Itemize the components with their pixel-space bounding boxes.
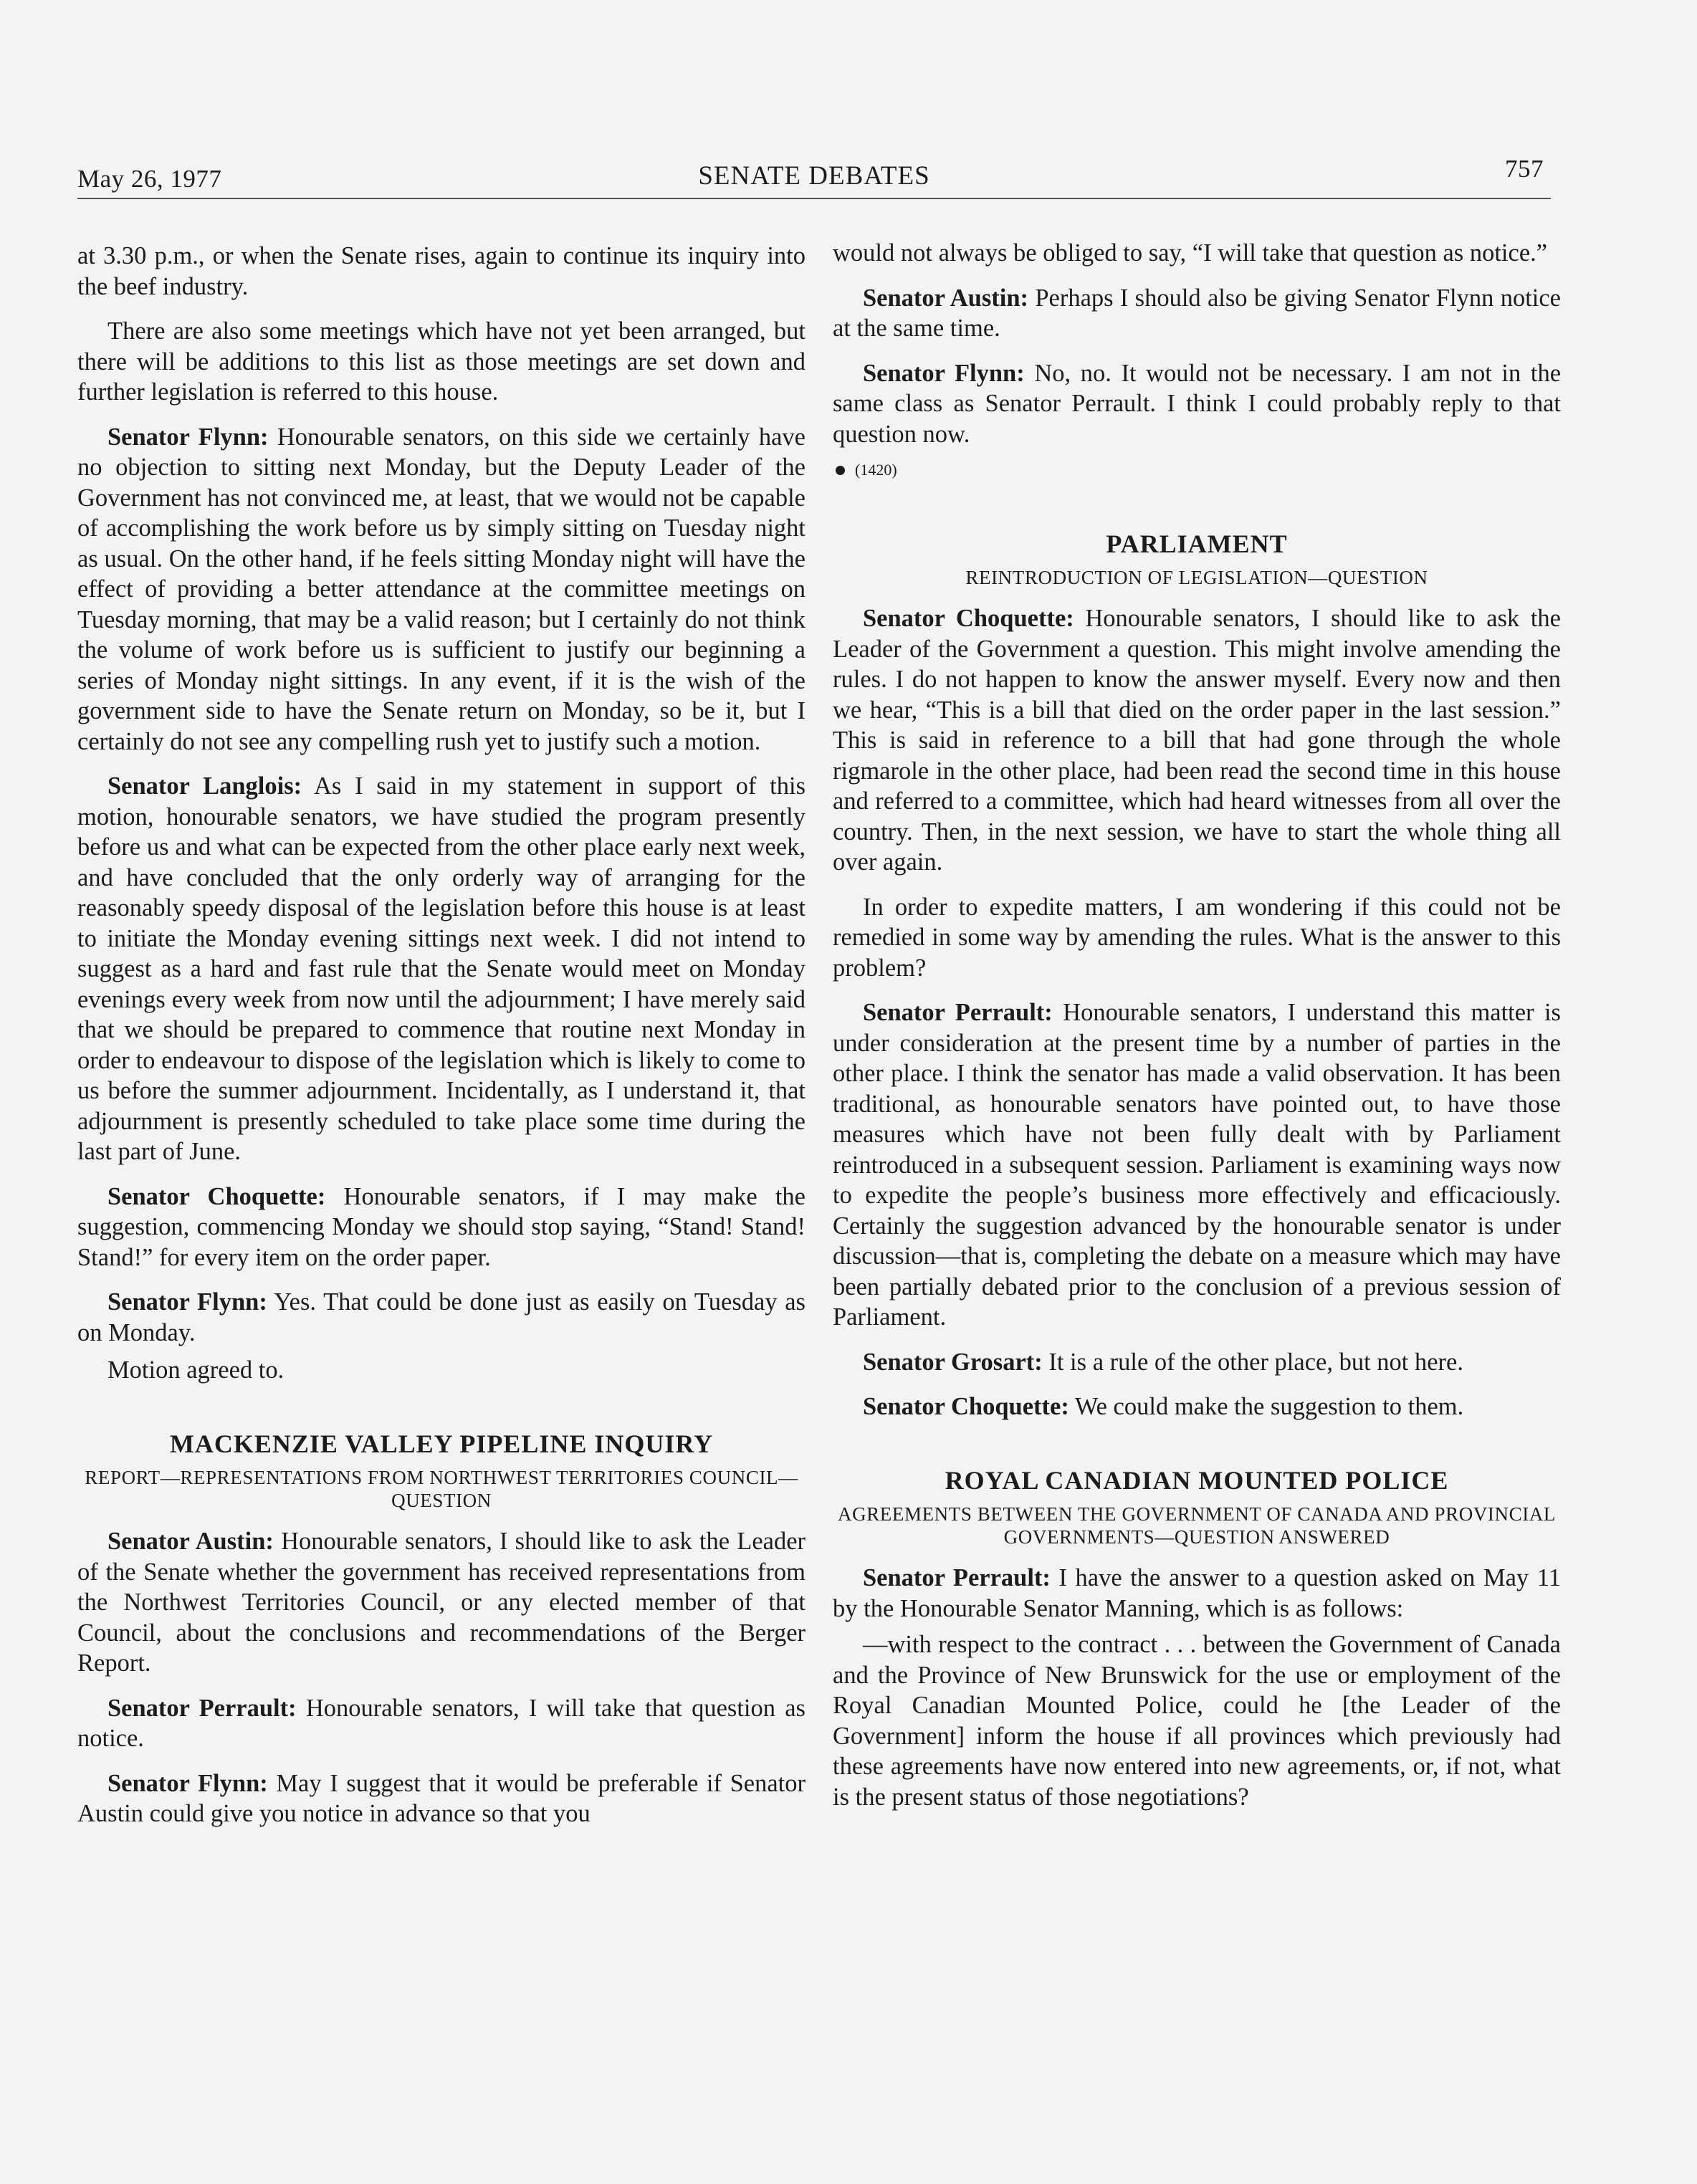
speaker-name: Senator Austin: [107, 1528, 274, 1555]
speech-text: Honourable senators, on this side we certainly have no objection to sitting next Monday, but the Deputy Leader of the Government has not convinced me, at least, that we would not be capable of accomplishing the work before us by simply sitting on Tuesday night as usual. On the other hand, if he feels sitting Monday night will have the effect of providing a better attendance at the committee meetings on Tuesday morning, that may be a valid reason; but I certainly do not think the volume of work before us is sufficient to justify our beginning a series of Monday night sittings. In any event, if it is the wish of the government side to have the Senate return on Monday, so be it, but I certainly do not see any compelling rush yet to justify such a motion. [77, 423, 806, 755]
right-column [833, 238, 1561, 1826]
speaker-name: Senator Flynn: [107, 423, 269, 451]
section-subtitle: REPORT—REPRESENTATIONS FROM NORTHWEST TERRITORIES COUNCIL—QUESTION [85, 1467, 798, 1511]
bullet-icon [836, 466, 845, 475]
speech-flynn [77, 1287, 806, 1348]
page-header [77, 155, 1551, 199]
speech-text: I have the answer to a question asked on May 11 by the Honourable Senator Manning, which is as follows: [833, 1564, 1561, 1622]
speech-langlois [77, 771, 806, 1167]
speech-text: Perhaps I should also be giving Senator Flynn notice at the same time. [833, 284, 1561, 342]
speech-perrault [833, 997, 1561, 1333]
motion-result: Motion agreed to. [107, 1356, 285, 1384]
speech-perrault [77, 1693, 806, 1754]
speaker-name: Senator Flynn: [863, 359, 1025, 387]
speaker-name: Senator Perrault: [863, 1564, 1051, 1591]
speech-text: Honourable senators, if I may make the suggestion, commencing Monday we should stop saying, “Stand! Stand! Stand!” for every item on the order paper. [77, 1182, 806, 1271]
speech-text: Honourable senators, I should like to ask the Leader of the Government a question. This might involve amending the rules. I do not happen to know the answer myself. Every now and then we hear, “This is a bill that died on the order paper in the last session.” This is said in reference to a bill that had gone through the whole rigmarole in the other place, had been read the second time in this house and referred to a committee, which had heard witnesses from all over the country. Then, in the next session, we have to start the whole thing all over again. [833, 605, 1561, 876]
paragraph: There are also some meetings which have not yet been arranged, but there will be additions to this list as those meetings are set down and further legislation is referred to this house. [77, 317, 806, 406]
time-marker-text: (1420) [855, 461, 897, 479]
left-column [77, 241, 806, 1844]
speech-choquette [833, 603, 1561, 878]
speaker-name: Senator Choquette: [863, 1393, 1069, 1420]
section-title: MACKENZIE VALLEY PIPELINE INQUIRY [169, 1429, 714, 1458]
header-date: May 26, 1977 [77, 165, 222, 193]
speech-choquette [77, 1182, 806, 1273]
speech-text: Honourable senators, I should like to ask the Leader of the Senate whether the government has received representations from the Northwest Territories Council, or any elected member of that Council, about the conclusions and recommendations of the Berger Report. [77, 1528, 806, 1677]
speech-grosart [833, 1347, 1561, 1378]
speech-text: May I suggest that it would be preferable if Senator Austin could give you notice in advance so that you [77, 1769, 806, 1827]
speech-flynn [77, 1768, 806, 1829]
quoted-question: —with respect to the contract . . . between the Government of Canada and the Province of New Brunswick for the use or employment of the Royal Canadian Mounted Police, could he [the Leader of the Government] inform the house if all provinces which previously had these agreements have now entered into new agreements, or, if not, what is the present status of those negotiations? [833, 1631, 1561, 1811]
speech-text: Honourable senators, I will take that question as notice. [77, 1694, 806, 1752]
speech-austin [833, 283, 1561, 344]
paragraph: In order to expedite matters, I am wondering if this could not be remedied in some way by amending the rules. What is the answer to this problem? [833, 893, 1561, 982]
speaker-name: Senator Perrault: [863, 999, 1053, 1026]
speaker-name: Senator Choquette: [863, 605, 1074, 632]
speaker-name: Senator Perrault: [107, 1694, 297, 1722]
speaker-name: Senator Choquette: [107, 1182, 326, 1210]
speech-text: It is a rule of the other place, but not here. [1042, 1348, 1463, 1376]
speaker-name: Senator Flynn: [107, 1769, 268, 1797]
speech-flynn [77, 422, 806, 757]
speech-text: Yes. That could be done just as easily on Tuesday as on Monday. [77, 1288, 806, 1346]
speaker-name: Senator Langlois: [107, 772, 302, 800]
speaker-name: Senator Grosart: [863, 1348, 1043, 1376]
speaker-name: Senator Flynn: [107, 1288, 267, 1316]
speech-choquette [833, 1392, 1561, 1422]
speech-text: Honourable senators, I understand this matter is under consideration at the present time by a number of parties in the other place. I think the senator has made a valid observation. It has been traditional, as honourable senators have pointed out, to have those measures which have not been fully dealt with by Parliament reintroduced in a subsequent session. Parliament is examining ways now to expedite the people’s business more effectively and efficaciously. Certainly the suggestion advanced by the honourable senator is under discussion—that is, completing the debate on a measure which may have been partially debated prior to the conclusion of a previous session of Parliament. [833, 999, 1561, 1331]
section-subtitle: AGREEMENTS BETWEEN THE GOVERNMENT OF CANADA AND PROVINCIAL GOVERNMENTS—QUESTION ANSWERED [837, 1503, 1557, 1548]
speaker-name: Senator Austin: [863, 284, 1029, 312]
time-marker [836, 455, 1561, 486]
speech-text: No, no. It would not be necessary. I am not in the same class as Senator Perrault. I think I could probably reply to that question now. [833, 359, 1562, 448]
speech-austin [77, 1526, 806, 1679]
header-title: SENATE DEBATES [698, 161, 930, 191]
speech-flynn [833, 358, 1561, 450]
speech-text: We could make the suggestion to them. [1069, 1393, 1464, 1420]
speech-text: As I said in my statement in support of this motion, honourable senators, we have studied the program presently before us and what can be expected from the other place early next week, and have concluded that the only orderly way of arranging for the reasonably speedy disposal of the legislation before this house is at least to initiate the Monday evening sittings next week. I did not intend to suggest as a hard and fast rule that the Senate would meet on Monday evenings every week from now until the adjournment; I have merely said that we should be prepared to commence that routine next Monday in order to endeavour to dispose of the legislation which is likely to come to us before the summer adjournment. Incidentally, as I understand it, that adjournment is presently scheduled to take place some time during the last part of June. [77, 772, 806, 1165]
section-subtitle: REINTRODUCTION OF LEGISLATION—QUESTION [965, 567, 1428, 588]
section-title: ROYAL CANADIAN MOUNTED POLICE [945, 1465, 1449, 1495]
paragraph: at 3.30 p.m., or when the Senate rises, again to continue its inquiry into the beef industry. [77, 242, 806, 300]
page-number: 757 [1505, 155, 1544, 183]
section-title: PARLIAMENT [1106, 529, 1288, 558]
paragraph: would not always be obliged to say, “I will take that question as notice.” [833, 239, 1548, 267]
speech-perrault [833, 1563, 1561, 1624]
